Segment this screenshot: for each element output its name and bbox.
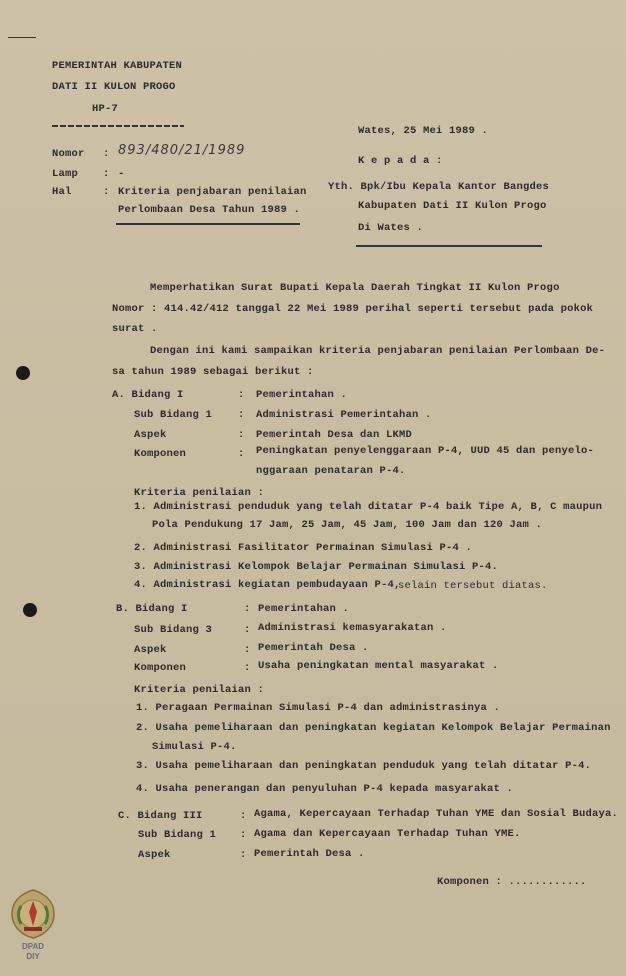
section-a-komponen-colon: : xyxy=(238,448,245,460)
hal-colon: : xyxy=(103,186,110,198)
section-b-komponen-colon: : xyxy=(244,662,251,674)
place-date: Wates, 25 Mei 1989 . xyxy=(358,125,489,137)
section-c-bidang-colon: : xyxy=(240,810,247,822)
nomor-value: 893/480/21/1989 xyxy=(118,143,246,158)
addressee-underline xyxy=(356,245,542,247)
section-b-sub-value: Administrasi kemasyarakatan . xyxy=(258,622,447,634)
section-b-bidang-colon: : xyxy=(244,603,251,615)
letterhead-line1: PEMERINTAH KABUPATEN xyxy=(52,60,183,72)
edge-mark xyxy=(8,37,36,38)
section-a-kriteria-label: Kriteria penilaian : xyxy=(134,487,265,499)
section-a-bidang-label: A. Bidang I xyxy=(112,389,184,401)
section-a-bidang-colon: : xyxy=(238,389,245,401)
paragraph1-line2: Nomor : 414.42/412 tanggal 22 Mei 1989 perihal seperti tersebut pada pokok xyxy=(112,303,594,315)
section-a-komponen-label: Komponen xyxy=(134,448,187,460)
section-b-aspek-colon: : xyxy=(244,644,251,656)
seal-emblem-icon xyxy=(8,888,58,940)
section-a-sub-colon: : xyxy=(238,409,245,421)
nomor-colon: : xyxy=(103,148,110,160)
section-c-aspek-label: Aspek xyxy=(138,849,171,861)
kepada-label: K e p a d a : xyxy=(358,155,443,167)
section-c-aspek-colon: : xyxy=(240,849,247,861)
section-b-item3: 3. Usaha pemeliharaan dan peningkatan penduduk yang telah ditatar P-4. xyxy=(136,760,592,772)
section-b-item4: 4. Usaha penerangan dan penyuluhan P-4 kepada masyarakat . xyxy=(136,783,514,795)
section-a-aspek-label: Aspek xyxy=(134,429,167,441)
section-c-bidang-value: Agama, Kepercayaan Terhadap Tuhan YME dan Sosial Budaya. xyxy=(254,808,619,820)
addressee-line1: Yth. Bpk/Ibu Kepala Kantor Bangdes xyxy=(328,181,550,193)
section-a-item1-line1: 1. Administrasi penduduk yang telah ditatar P-4 baik Tipe A, B, C maupun xyxy=(134,501,603,513)
section-a-item3: 3. Administrasi Kelompok Belajar Permainan Simulasi P-4. xyxy=(134,561,499,573)
section-b-sub-colon: : xyxy=(244,624,251,636)
binder-hole-bottom xyxy=(23,603,37,617)
seal-text-line2: DIY xyxy=(26,952,40,961)
lamp-label: Lamp xyxy=(52,168,79,180)
archive-seal-logo xyxy=(8,888,58,966)
section-a-sub-value: Administrasi Pemerintahan . xyxy=(256,409,432,421)
section-a-sub-label: Sub Bidang 1 xyxy=(134,409,213,421)
addressee-line2: Kabupaten Dati II Kulon Progo xyxy=(358,200,547,212)
section-c-sub-colon: : xyxy=(240,829,247,841)
hal-label: Hal xyxy=(52,186,72,198)
section-a-komponen-line2: nggaraan penataran P-4. xyxy=(256,465,406,477)
section-c-bidang-label: C. Bidang III xyxy=(118,810,203,822)
section-b-item1: 1. Peragaan Permainan Simulasi P-4 dan administrasinya . xyxy=(136,702,501,714)
section-a-item2: 2. Administrasi Fasilitator Permainan Simulasi P-4 . xyxy=(134,542,473,554)
section-a-aspek-value: Pemerintah Desa dan LKMD xyxy=(256,429,413,441)
lamp-colon: : xyxy=(103,168,110,180)
section-b-bidang-label: B. Bidang I xyxy=(116,603,188,615)
letterhead-line2: DATI II KULON PROGO xyxy=(52,81,176,93)
section-b-kriteria-label: Kriteria penilaian : xyxy=(134,684,265,696)
section-a-item4: 4. Administrasi kegiatan pembudayaan P-4, xyxy=(134,579,401,591)
section-a-item4-tail: selain tersebut diatas. xyxy=(398,580,548,592)
paragraph1-line3: surat . xyxy=(112,323,158,335)
paragraph1-line1: Memperhatikan Surat Bupati Kepala Daerah Tingkat II Kulon Progo xyxy=(150,282,560,294)
section-c-aspek-value: Pemerintah Desa . xyxy=(254,848,365,860)
hal-line2: Perlombaan Desa Tahun 1989 . xyxy=(118,204,301,216)
section-a-bidang-value: Pemerintahan . xyxy=(256,389,348,401)
binder-hole-top xyxy=(16,366,30,380)
seal-text-line1: DPAD xyxy=(21,942,45,951)
section-a-item1-line2: Pola Pendukung 17 Jam, 25 Jam, 45 Jam, 100 Jam dan 120 Jam . xyxy=(152,519,543,531)
section-b-sub-label: Sub Bidang 3 xyxy=(134,624,213,636)
section-b-aspek-label: Aspek xyxy=(134,644,167,656)
letterhead-line3: HP-7 xyxy=(92,103,119,115)
letterhead-underline xyxy=(52,125,184,127)
paragraph2-line2: sa tahun 1989 sebagai berikut : xyxy=(112,366,314,378)
nomor-label: Nomor xyxy=(52,148,85,160)
section-c-sub-value: Agama dan Kepercayaan Terhadap Tuhan YME. xyxy=(254,828,521,840)
catchword: Komponen : ............ xyxy=(437,876,587,888)
section-b-komponen-label: Komponen xyxy=(134,662,187,674)
section-a-aspek-colon: : xyxy=(238,429,245,441)
section-b-aspek-value: Pemerintah Desa . xyxy=(258,642,369,654)
addressee-line3: Di Wates . xyxy=(358,222,424,234)
paragraph2-line1: Dengan ini kami sampaikan kriteria penjabaran penilaian Perlombaan De- xyxy=(150,345,606,357)
section-a-komponen-line1: Peningkatan penyelenggaraan P-4, UUD 45 dan penyelo- xyxy=(256,445,595,457)
section-b-bidang-value: Pemerintahan . xyxy=(258,603,350,615)
section-b-komponen-value: Usaha peningkatan mental masyarakat . xyxy=(258,660,499,672)
section-b-item2-line2: Simulasi P-4. xyxy=(152,741,237,753)
hal-underline xyxy=(116,223,300,225)
section-b-item2-line1: 2. Usaha pemeliharaan dan peningkatan kegiatan Kelompok Belajar Permainan xyxy=(136,722,611,734)
section-c-sub-label: Sub Bidang 1 xyxy=(138,829,217,841)
lamp-value: - xyxy=(118,168,125,180)
hal-line1: Kriteria penjabaran penilaian xyxy=(118,186,307,198)
